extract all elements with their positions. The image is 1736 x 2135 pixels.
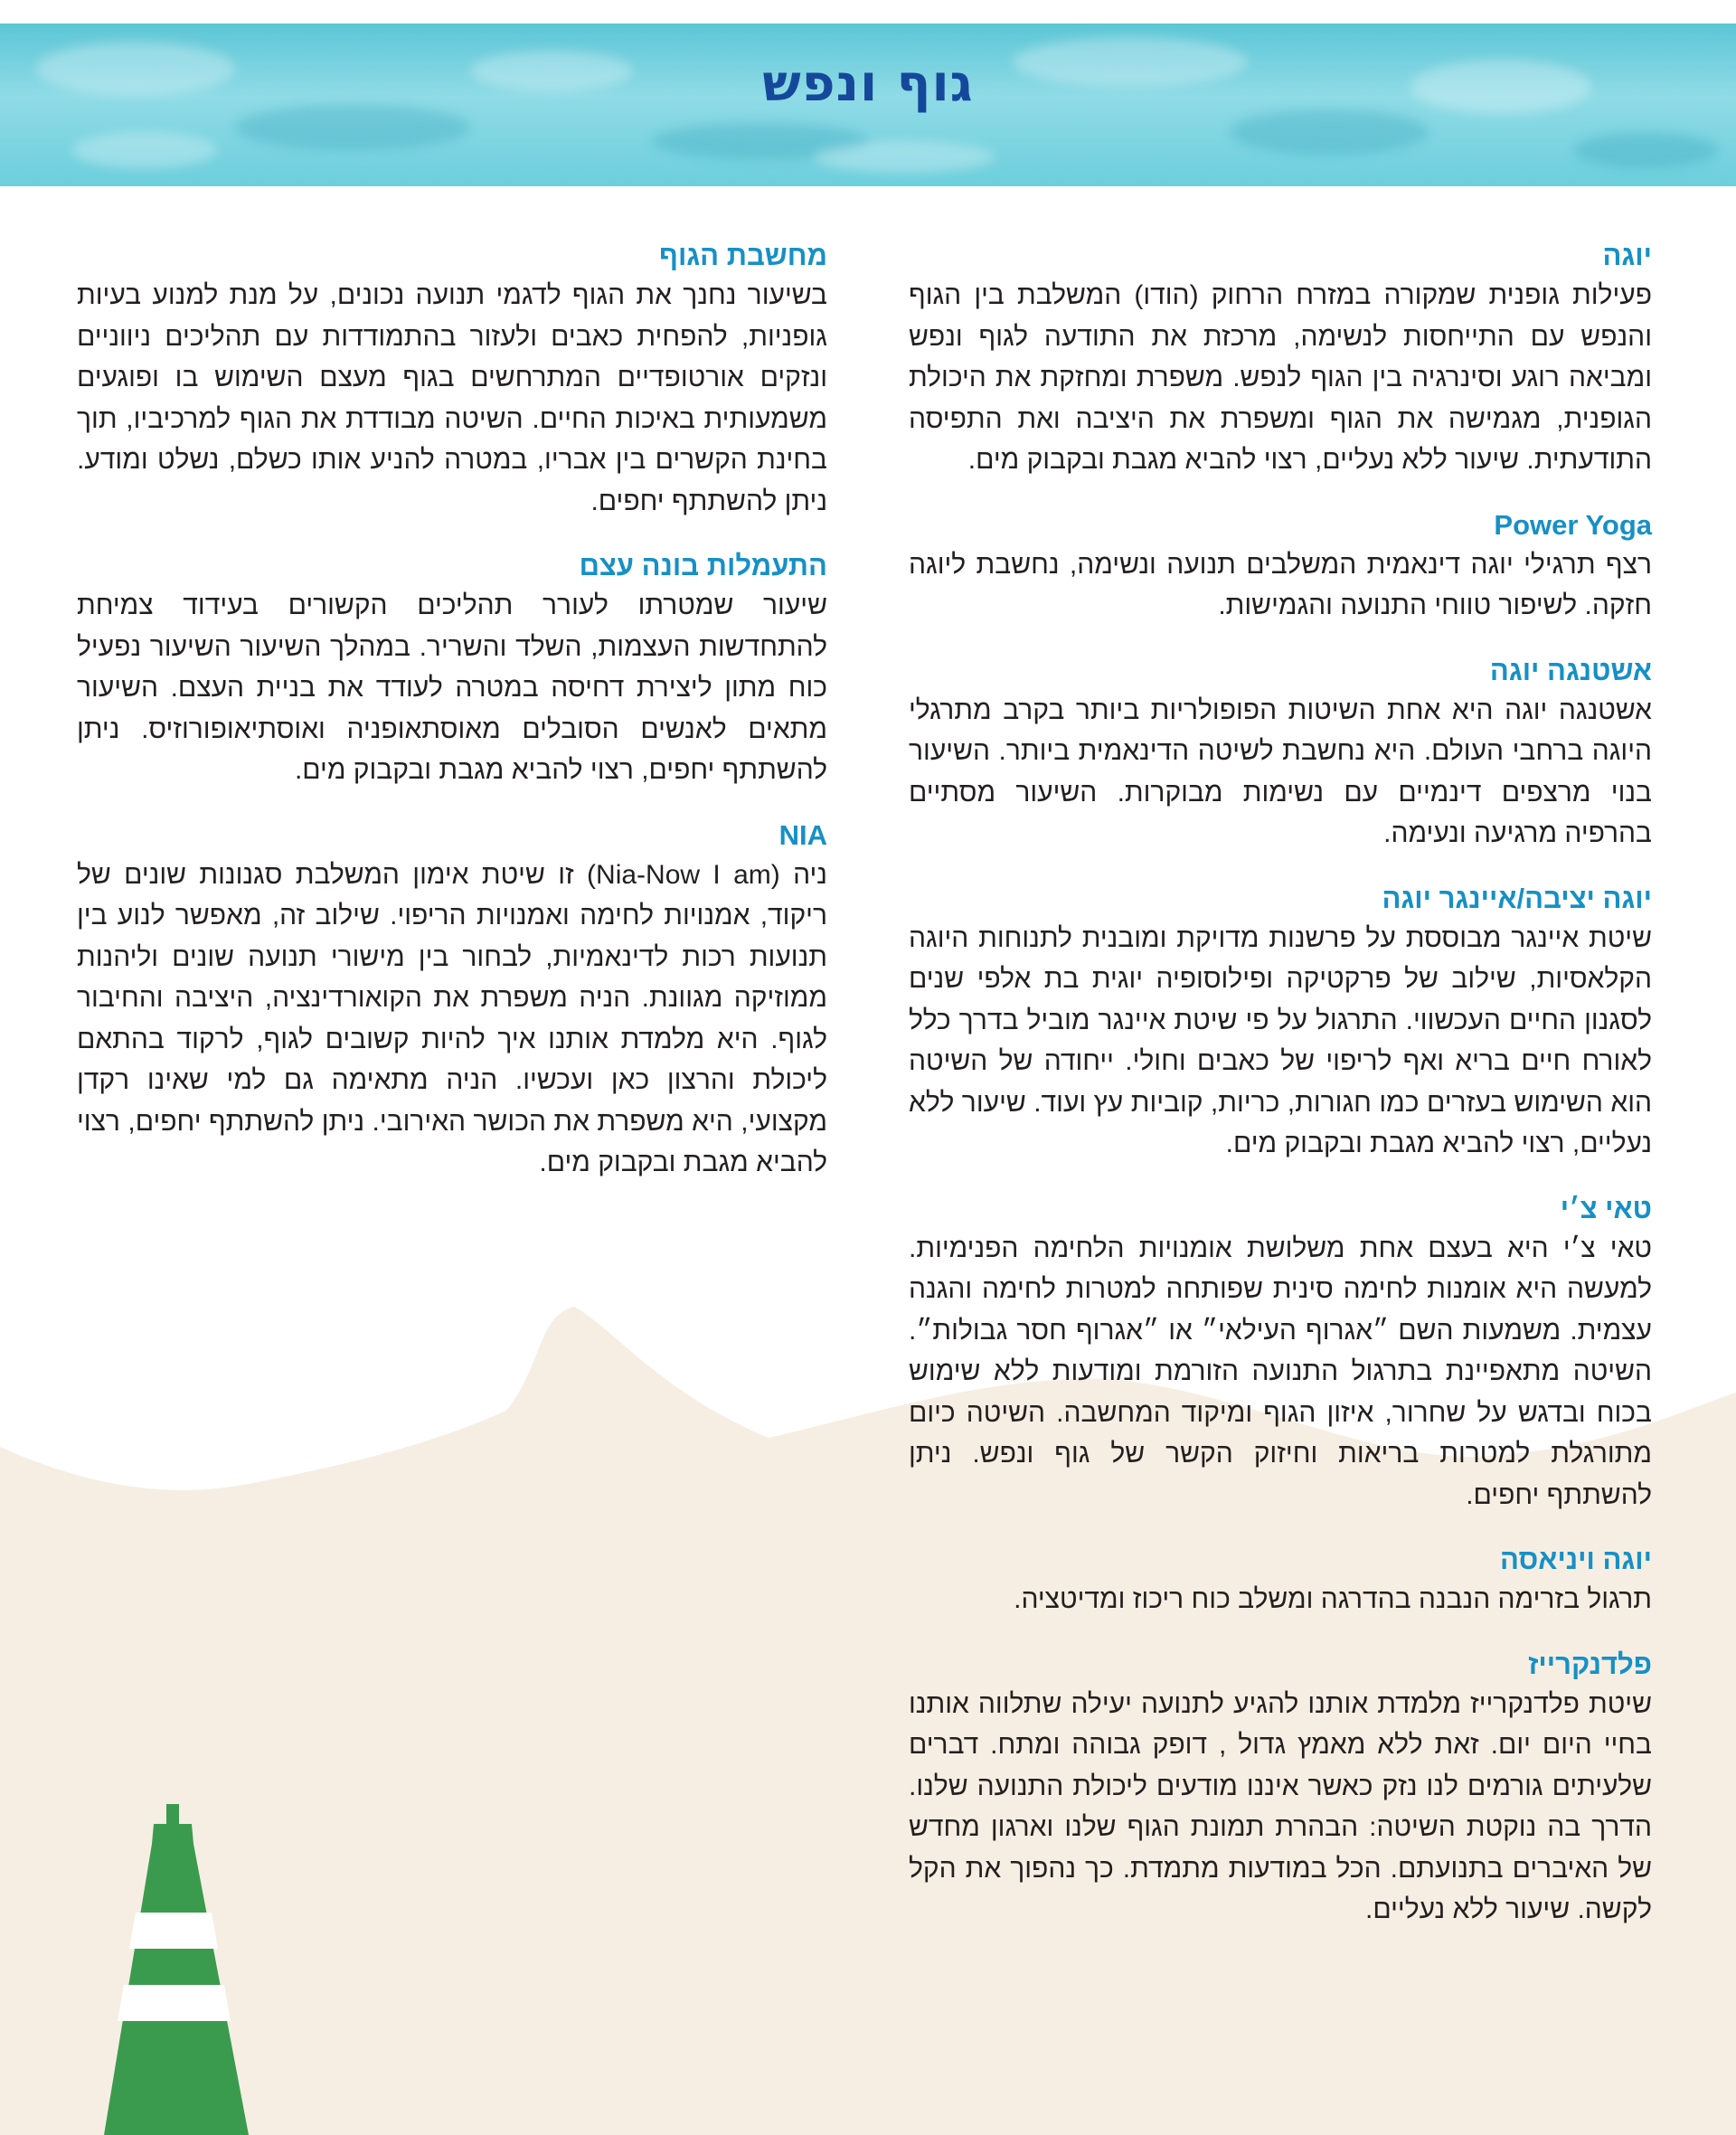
section-body: ניה (Nia-Now I am) זו שיטת אימון המשלבת סגנונות שונים של ריקוד, אמנויות לחימה ואמנויות הריפוי. שילוב זה, מאפשר לנוע בין תנועות רכות לדינאמיות, לבחור בין מישורי תנועה שונים וליהנות ממוזיקה מגוונת. הניה משפרת את הקואורדינציה, היציבה והחיבור לגוף. היא מלמדת אותנו איך להיות קשובים לגוף, לרקוד בהתאם ליכולת והרצון כאן ועכשיו. הניה מתאימה גם למי שאינו רקדן מקצועי, היא משפרת את הכושר האירובי. ניתן להשתתף יחפים, רצוי להביא מגבת ובקבוק מים. [77,859,827,1177]
section-title: מחשבת הגוף [659,240,827,271]
section-title: NIA [778,818,827,851]
section-title: פלדנקרייז [1528,1648,1652,1680]
section-yoga [909,237,1652,481]
section-nia [77,817,827,1184]
page-title: גוף ונפש [762,54,974,113]
section-body: טאי צ׳י היא בעצם אחת משלושת אומנויות הלחימה הפנימיות. למעשה היא אומנות לחימה סינית שפותחה למטרות לחימה והגנה עצמית. משמעות השם ״אגרוף העילאי״ או ״אגרוף חסר גבולות״. השיטה מתאפיינת בתרגול התנועה הזורמת ומודעות ללא שימוש בכוח ובדגש על שחרור, איזון הגוף ומיקוד המחשבה. השיטה כיום מתורגלת למטרות בריאות וחיזוק הקשר של גוף ונפש. ניתן להשתתף יחפים. [909,1233,1652,1510]
section-body: אשטנגה יוגה היא אחת השיטות הפופולריות ביותר בקרב מתרגלי היוגה ברחבי העולם. היא נחשבת לשיטה הדינאמית ביותר. השיעור בנוי מרצפים דינמיים עם נשימות מבוקרות. השיעור מסתיים בהרפיה מרגיעה ונעימה. [909,694,1652,848]
section-iyengar-yoga [909,880,1652,1165]
section-title: יוגה ויניאסה [1500,1544,1652,1575]
section-ashtanga-yoga [909,652,1652,855]
section-power-yoga [909,506,1652,627]
section-title: Power Yoga [1494,508,1652,541]
buoy-tip [166,1804,179,1824]
section-bone-building [77,547,827,791]
left-column [77,237,827,1209]
section-feldenkrais [909,1646,1652,1931]
right-column [909,237,1652,1956]
section-body: פעילות גופנית שמקורה במזרח הרחוק (הודו) המשלבת בין הגוף והנפש עם התייחסות לנשימה, מרכזת את התודעה לגוף ונפש ומביאה רוגע וסינרגיה בין הגוף לנפש. משפרת ומחזקת את היכולת הגופנית, מגמישה את הגוף ומשפרת את היציבה ואת התפיסה התודעתית. שיעור ללא נעליים, רצוי להביא מגבת ובקבוק מים. [909,280,1652,475]
section-title: יוגה [1602,240,1652,271]
section-body: בשיעור נחנך את הגוף לדגמי תנועה נכונים, על מנת למנוע בעיות גופניות, להפחית כאבים ולעזור בהתמודדות עם תהליכים ניווניים ונזקים אורטופדיים המתרחשים בגוף מעצם השימוש בו ופוגעים משמעותית באיכות החיים. השיטה מבודדת את הגוף למרכיביו, תוך בחינת הקשרים בין אבריו, במטרה להניע אותו כשלם, נשלט ומודע. ניתן להשתתף יחפים. [77,280,827,516]
section-title: התעמלות בונה עצם [579,550,827,581]
section-title: אשטנגה יוגה [1489,654,1652,686]
section-body: תרגול בזרימה הנבנה בהדרגה ומשלב כוח ריכוז ומדיטציה. [1014,1584,1652,1614]
section-body-thinking [77,237,827,522]
buoy-top [152,1824,193,1844]
buoy-stripe-2 [118,1985,231,2021]
buoy-icon [99,1804,253,2135]
section-body: שיעור שמטרתו לעורר תהליכים הקשורים בעידוד צמיחת להתחדשות העצמות, השלד והשריר. במהלך השיעור השיעור נפעיל כוח מתון ליצירת דחיסה במטרה לעודד את בניית העצם. השיעור מתאים לאנשים הסובלים מאוסתאופניה ואוסתיאופורוזיס. ניתן להשתתף יחפים, רצוי להביא מגבת ובקבוק מים. [77,590,827,785]
section-title: יוגה יציבה/איינגר יוגה [1382,882,1652,914]
section-vinyasa-yoga [909,1541,1652,1620]
section-body: שיטת איינגר מבוססת על פרשנות מדויקת ומובנית לתנוחות היוגה הקלאסיות, שילוב של פרקטיקה ופילוסופיה יוגית בת אלפי שנים לסגנון החיים העכשווי. התרגול על פי שיטת איינגר מוביל בדרך כלל לאורח חיים בריא ואף לריפוי של כאבים וחולי. ייחודה של השיטה הוא השימוש בעזרים כמו חגורות, כריות, קוביות עץ ועוד. שיעור ללא נעליים, רצוי להביא מגבת ובקבוק מים. [909,922,1652,1158]
section-body: שיטת פלדנקרייז מלמדת אותנו להגיע לתנועה יעילה שתלווה אותנו בחיי היום יום. זאת ללא מאמץ גדול , דופק גבוהה ומתח. דברים שלעיתים גורמים לנו נזק כאשר איננו מודעים ליכולת התנועה שלנו. הדרך בה נוקטת השיטה: הבהרת תמונת הגוף שלנו וארגון מחדש של האיברים בתנועתם. הכל במודעות מתמדת. כך נהפוך את הקל לקשה. שיעור ללא נעליים. [909,1688,1652,1924]
section-tai-chi [909,1190,1652,1516]
section-title: טאי צ׳י [1560,1192,1652,1224]
buoy-stripe-1 [129,1913,218,1949]
section-body: רצף תרגילי יוגה דינאמית המשלבים תנועה ונשימה, נחשבת ליוגה חזקה. לשיפור טווחי התנועה והגמישות. [909,549,1652,620]
